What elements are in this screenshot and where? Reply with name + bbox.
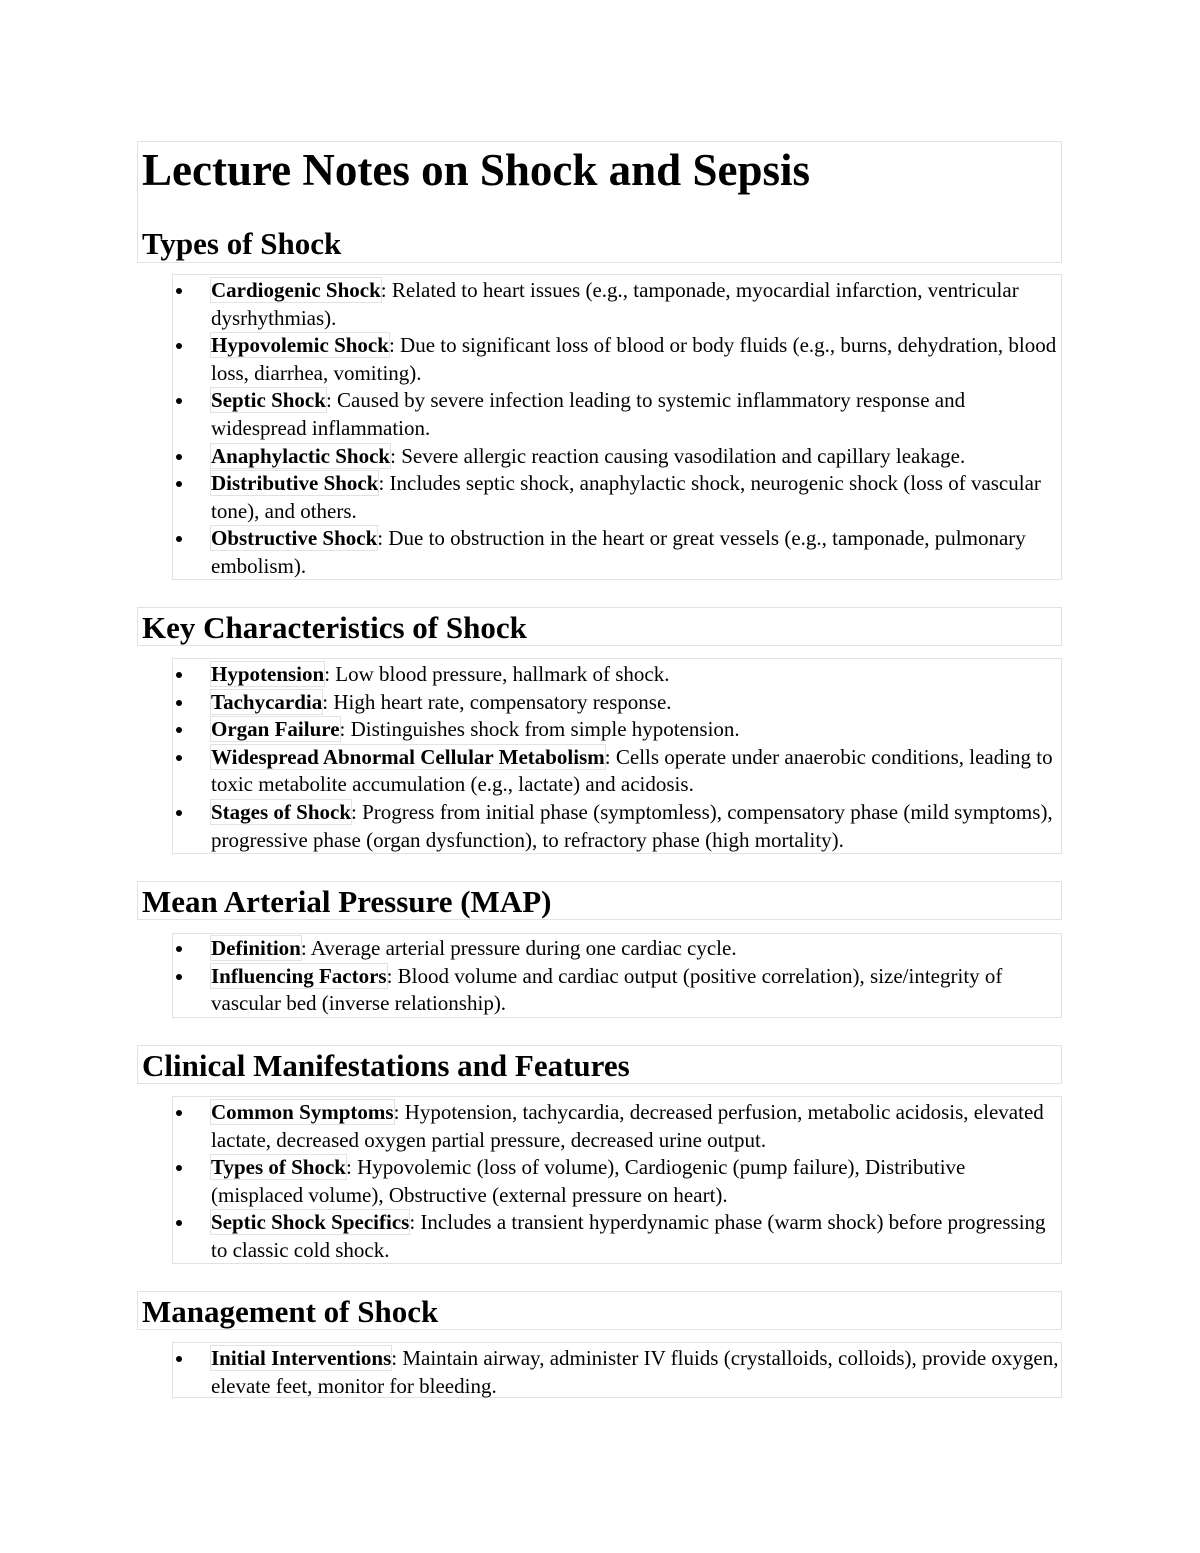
- item-term: Types of Shock: [211, 1155, 346, 1180]
- list-item: [173, 744, 1061, 799]
- list-item: [173, 387, 1061, 442]
- document-title: Lecture Notes on Shock and Sepsis: [142, 145, 811, 195]
- item-text: : Low blood pressure, hallmark of shock.: [324, 662, 670, 686]
- item-text: : Maintain airway, administer IV fluids (crystalloids, colloids), provide oxygen, elevate feet, monitor for bleeding.: [211, 1346, 1059, 1398]
- item-text: : Severe allergic reaction causing vasodilation and capillary leakage.: [390, 443, 966, 468]
- item-term: Influencing Factors: [211, 963, 387, 988]
- list-item: [173, 1099, 1061, 1154]
- management-list: [173, 1345, 1061, 1400]
- item-text: : Blood volume and cardiac output (positive correlation), size/integrity of vascular bed (inverse relationship).: [211, 963, 1003, 1016]
- list-item: [173, 277, 1061, 332]
- list-item: [173, 689, 1061, 717]
- item-text: : Progress from initial phase (symptomless), compensatory phase (mild symptoms), progressive phase (organ dysfunction), to refractory phase (high mortality).: [211, 799, 1053, 852]
- item-term: Definition: [211, 936, 301, 960]
- item-term: Tachycardia: [211, 689, 323, 714]
- section-heading-types-of-shock: Types of Shock: [142, 226, 342, 261]
- list-item: [173, 1209, 1061, 1264]
- item-term: Hypotension: [211, 662, 325, 686]
- item-term: Obstructive Shock: [211, 526, 378, 551]
- map-list: [173, 935, 1061, 1018]
- item-text: : Caused by severe infection leading to systemic inflammatory response and widespread inflammation.: [211, 388, 966, 440]
- list-item: [173, 332, 1061, 387]
- list-item: [173, 1345, 1061, 1400]
- item-text: : Distinguishes shock from simple hypotension.: [339, 717, 740, 742]
- list-item: [173, 716, 1061, 744]
- clinical-manifestations-list: [173, 1099, 1061, 1265]
- list-item: [173, 963, 1061, 1018]
- item-text: : Related to heart issues (e.g., tamponade, myocardial infarction, ventricular dysrhythmias).: [211, 278, 1019, 330]
- section-heading-clinical-manifestations: Clinical Manifestations and Features: [142, 1048, 630, 1083]
- item-text: : Cells operate under anaerobic conditions, leading to toxic metabolite accumulation (e.g., lactate) and acidosis.: [211, 744, 1053, 797]
- item-term: Organ Failure: [211, 717, 340, 742]
- item-text: : Hypotension, tachycardia, decreased perfusion, metabolic acidosis, elevated lactate, decreased oxygen partial pressure, decreased urine output.: [211, 1100, 1044, 1152]
- list-item: [173, 799, 1061, 854]
- item-term: Cardiogenic Shock: [211, 278, 381, 302]
- item-term: Distributive Shock: [211, 471, 379, 496]
- item-text: : Due to significant loss of blood or body fluids (e.g., burns, dehydration, blood loss, diarrhea, vomiting).: [211, 333, 1057, 385]
- item-text: : Average arterial pressure during one cardiac cycle.: [300, 936, 737, 960]
- item-term: Hypovolemic Shock: [211, 333, 389, 358]
- key-characteristics-list: [173, 661, 1061, 854]
- item-term: Septic Shock Specifics: [211, 1210, 410, 1235]
- list-item: [173, 525, 1061, 580]
- item-term: Stages of Shock: [211, 799, 352, 824]
- item-text: : High heart rate, compensatory response.: [322, 689, 672, 714]
- list-item: [173, 443, 1061, 471]
- list-item: [173, 470, 1061, 525]
- item-text: : Hypovolemic (loss of volume), Cardiogenic (pump failure), Distributive (misplaced volume), Obstructive (external pressure on heart).: [211, 1155, 966, 1207]
- item-text: : Includes a transient hyperdynamic phase (warm shock) before progressing to classic cold shock.: [211, 1210, 1046, 1262]
- list-item: [173, 661, 1061, 689]
- types-of-shock-list: [173, 277, 1061, 581]
- section-heading-management-of-shock: Management of Shock: [142, 1294, 439, 1329]
- list-item: [173, 1154, 1061, 1209]
- item-text: : Due to obstruction in the heart or great vessels (e.g., tamponade, pulmonary embolism).: [211, 526, 1026, 578]
- item-term: Anaphylactic Shock: [211, 443, 391, 468]
- item-term: Common Symptoms: [211, 1100, 394, 1124]
- section-heading-key-characteristics: Key Characteristics of Shock: [142, 610, 527, 645]
- section-heading-mean-arterial-pressure: Mean Arterial Pressure (MAP): [142, 884, 552, 919]
- item-text: : Includes septic shock, anaphylactic shock, neurogenic shock (loss of vascular tone), and others.: [211, 471, 1041, 523]
- list-item: [173, 935, 1061, 963]
- item-term: Septic Shock: [211, 388, 326, 413]
- item-term: Widespread Abnormal Cellular Metabolism: [211, 744, 605, 769]
- item-term: Initial Interventions: [211, 1346, 392, 1370]
